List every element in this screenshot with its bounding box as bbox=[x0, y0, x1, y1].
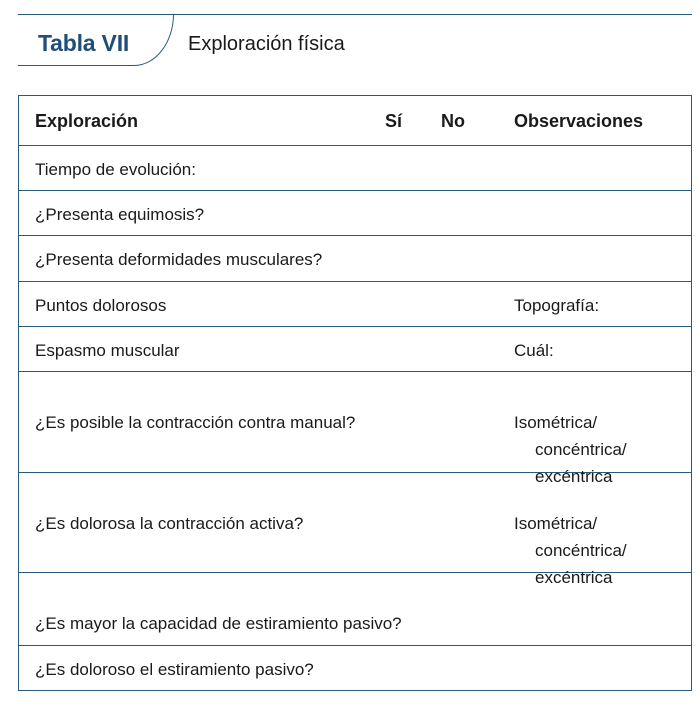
table-row bbox=[19, 236, 691, 282]
row-exploracion: Tiempo de evolución: bbox=[35, 160, 196, 179]
table-row bbox=[19, 573, 691, 646]
table-header-row bbox=[19, 96, 691, 146]
row-exploracion: ¿Presenta deformidades musculares? bbox=[35, 250, 323, 269]
row-exploracion: ¿Presenta equimosis? bbox=[35, 205, 205, 224]
row-observaciones: Isométrica/ concéntrica/ excéntrica bbox=[514, 413, 627, 486]
row-exploracion: Puntos dolorosos bbox=[35, 296, 167, 315]
header-exploracion: Exploración bbox=[35, 111, 139, 131]
header-observaciones: Observaciones bbox=[514, 111, 644, 131]
row-exploracion: ¿Es mayor la capacidad de estiramiento pasivo? bbox=[35, 614, 402, 633]
table-caption-label: Tabla VII bbox=[38, 30, 130, 56]
table-row bbox=[19, 372, 691, 486]
header-no: No bbox=[441, 111, 465, 131]
header-si: Sí bbox=[385, 111, 403, 131]
table-row bbox=[19, 146, 691, 191]
row-exploracion: ¿Es dolorosa la contracción activa? bbox=[35, 514, 304, 533]
table-row bbox=[19, 646, 691, 690]
row-observaciones: Topografía: bbox=[514, 296, 600, 315]
exploration-table bbox=[18, 95, 692, 691]
row-exploracion: ¿Es doloroso el estiramiento pasivo? bbox=[35, 660, 314, 679]
row-observaciones: Isométrica/ concéntrica/ excéntrica bbox=[514, 514, 627, 587]
row-exploracion: Espasmo muscular bbox=[35, 341, 180, 360]
table-row bbox=[19, 327, 691, 372]
table-row bbox=[19, 282, 691, 327]
table-caption-title: Exploración física bbox=[188, 33, 345, 55]
row-exploracion: ¿Es posible la contracción contra manual? bbox=[35, 413, 356, 432]
table-row bbox=[19, 191, 691, 236]
table-row bbox=[19, 473, 691, 587]
row-observaciones: Cuál: bbox=[514, 341, 554, 360]
